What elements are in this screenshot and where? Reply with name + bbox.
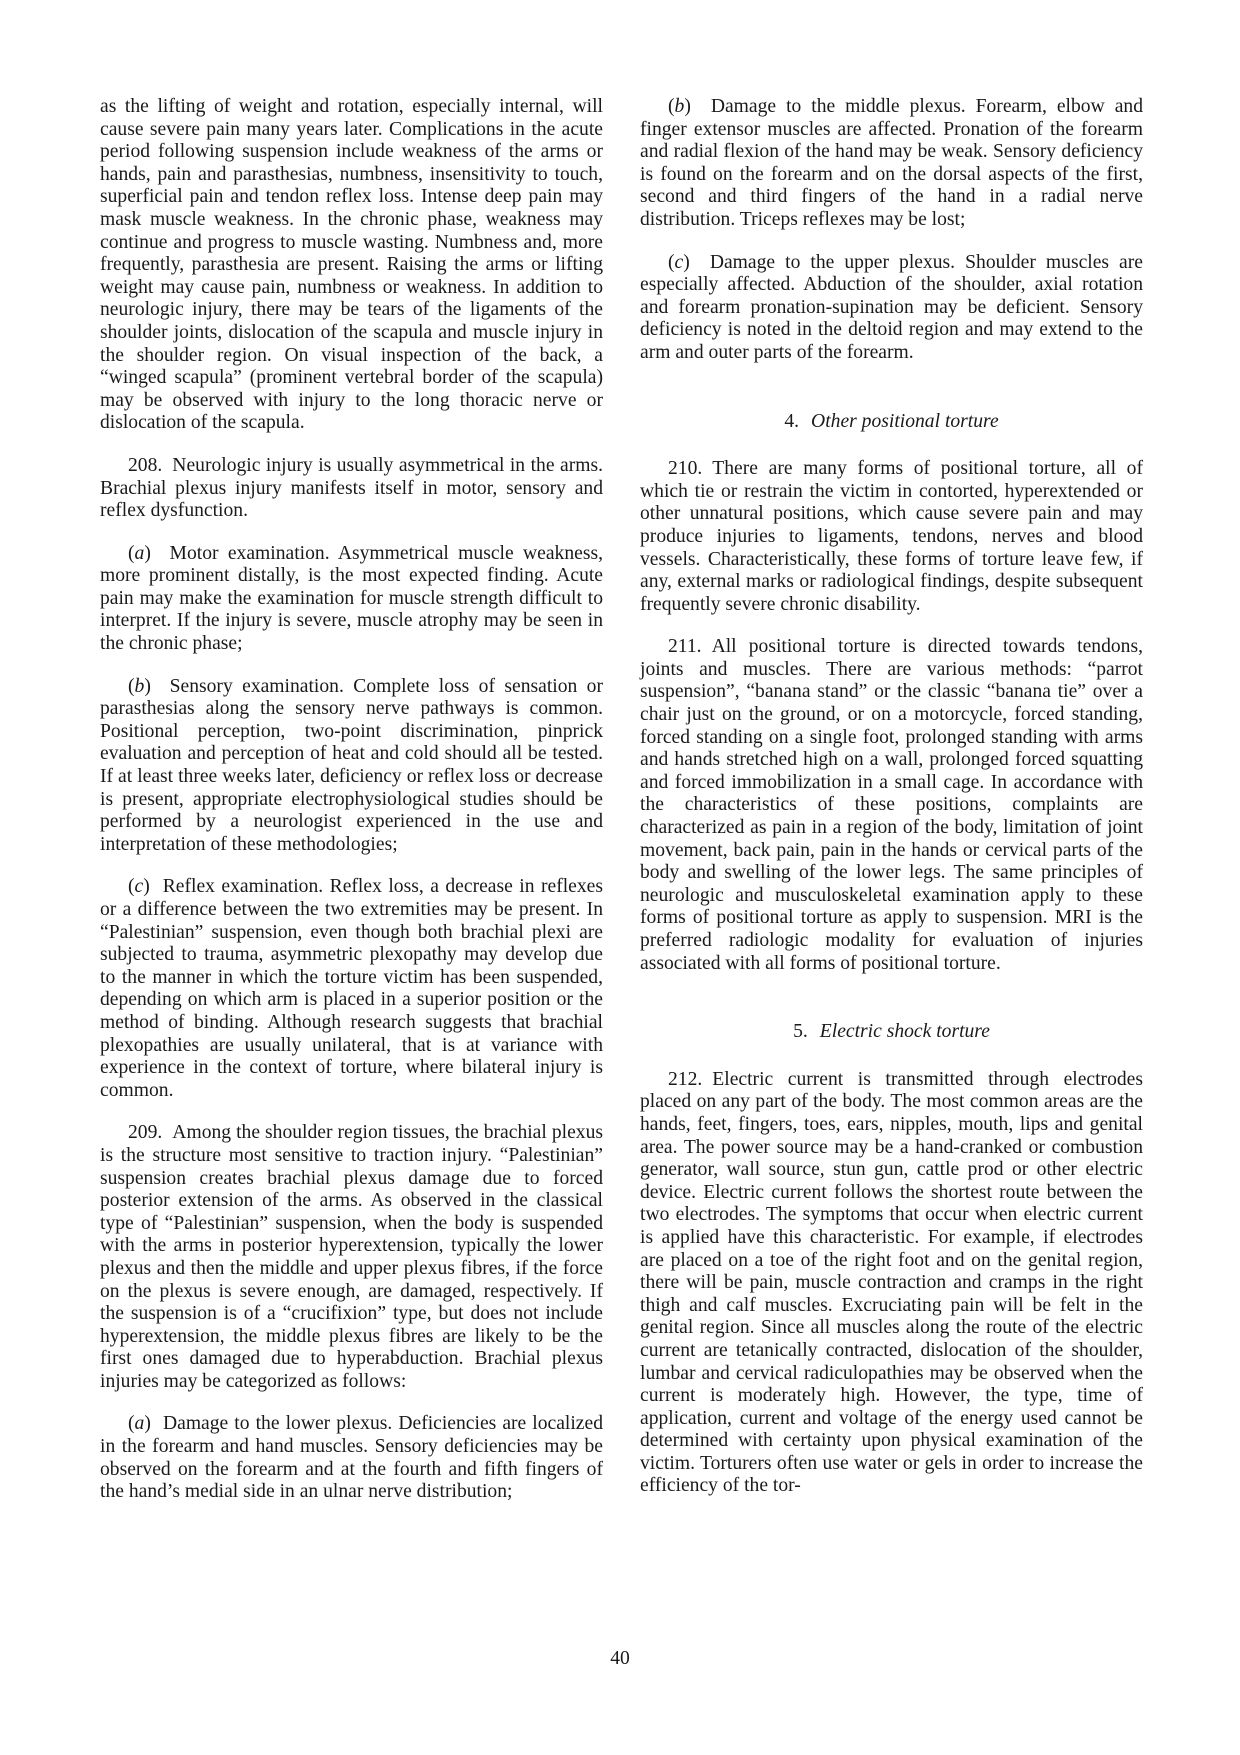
heading-title: Electric shock torture <box>819 1021 990 1043</box>
list-item-208c: (c) Reflex examination. Reflex loss, a decrease in reflexes or a difference between the two extremities may be present. In “Palestinian” suspension, even though both brachial plexi are subjected to trauma, asymmetric plexopathy may develop due to the manner in which the torture victim has been suspended, depending on which arm is placed in a superior position or the method of binding. Although research suggests that brachial plexopathies are usually unilateral, that is at variance with experience in the context of torture, where bilateral injury is common. <box>100 876 603 1101</box>
list-item-209a: (a) Damage to the lower plexus. Deficiencies are localized in the forearm and hand muscles. Sensory deficiencies may be observed on the forearm and at the fourth and fifth fingers of the hand’s medial side in an ulnar nerve distribution; <box>100 1413 604 1503</box>
list-item-208b: (b) Sensory examination. Complete loss of sensation or parasthesias along the sensory nerve pathways is common. Positional perception, two-point discrimination, pinprick evaluation and perception of heat and cold should all be tested. If at least three weeks later, deficiency or reflex loss or decrease is present, appropriate electrophysiological studies should be performed by a neurologist experienced in the use and interpretation of these methodologies; <box>100 675 603 855</box>
item-letter: b <box>674 96 685 117</box>
paragraph-212 <box>640 1069 1143 1498</box>
item-letter: c <box>134 876 144 898</box>
heading-number: 5. <box>793 1021 808 1043</box>
section-heading-5 <box>640 1021 1143 1044</box>
paragraph-number: 208. <box>128 454 163 476</box>
paragraph-text: Electric current is transmitted through electrodes placed on any part of the body. The most common areas are the hands, feet, fingers, toes, ears, nipples, mouth, lips and genital area. The power source may be a hand-cranked or combustion generator, wall source, stun gun, cattle prod or other electric device. Electric current follows the shortest route between the two electrodes. The symptoms that occur when electric current is applied have this characteristic. For example, if electrodes are placed on a toe of the right foot and on the genital region, there will be pain, muscle contraction and cramps in the right thigh and calf muscles. Excruciating pain will be felt in the genital region. Since all muscles along the route of the electric current are tetanically contracted, dislocation of the shoulder, lumbar and cervical radiculopathies may be observed when the current is moderately high. However, the type, time of application, current and voltage of the energy used cannot be determined with certainty upon physical examination of the victim. Torturers often use water or gels in order to increase the efficiency of the tor- <box>640 1068 1143 1497</box>
right-column <box>640 96 1143 1518</box>
list-item-209b: (b) Damage to the middle plexus. Forearm, elbow and finger extensor muscles are affected. Pronation of the forearm and radial flexion of the hand may be weak. Sensory deficiency is found on the forearm and on the dorsal aspects of the first, second and third fingers of the hand in a radial nerve distribution. Triceps reflexes may be lost; <box>640 96 1144 230</box>
item-letter: a <box>134 1413 145 1435</box>
paragraph-continuation: as the lifting of weight and rotation, especially internal, will cause severe pain many years later. Complications in the acute period following suspension include weakness of the arms or hands, pain and parasthesias, numbness, insensitivity to touch, superficial pain and tendon reflex loss. Intense deep pain may mask muscle weakness. In the chronic phase, weakness may continue and progress to muscle wasting. Numbness and, more frequently, parasthesia are present. Raising the arms or lifting weight may cause pain, numbness or weakness. In addition to neurologic injury, there may be tears of the ligaments of the shoulder joints, dislocation of the scapula and muscle injury in the shoulder region. On visual inspection of the back, a “winged scapula” (prominent vertebral border of the scapula) may be observed with injury to the long thoracic nerve or dislocation of the scapula. <box>100 96 603 434</box>
paragraph-text: Neurologic injury is usually asymmetrical in the arms. Brachial plexus injury manifests itself in motor, sensory and reflex dysfunction. <box>100 454 603 522</box>
paragraph-text: Among the shoulder region tissues, the brachial plexus is the structure most sensitive to traction injury. “Palestinian” suspension creates brachial plexus damage due to forced posterior extension of the arms. As observed in the classical type of “Palestinian” suspension, when the body is suspended with the arms in posterior hyperextension, typically the lower plexus and then the middle and upper plexus fibres, if the force on the plexus is severe enough, are damaged, respectively. If the suspension is of a “crucifixion” type, but does not include hyperextension, the middle plexus fibres are likely to be the first ones damaged due to hyperabduction. Brachial plexus injuries may be categorized as follows: <box>100 1122 603 1392</box>
item-letter: c <box>674 251 684 273</box>
list-item-208a: (a) Motor examination. Asymmetrical muscle weakness, more prominent distally, is the most expected finding. Acute pain may make the examination for muscle strength difficult to interpret. If the injury is severe, muscle atrophy may be seen in the chronic phase; <box>100 542 603 655</box>
section-heading-4 <box>640 411 1143 434</box>
item-text: Motor examination. Asymmetrical muscle weakness, more prominent distally, is the most expected finding. Acute pain may make the examination for muscle strength difficult to interpret. If the injury is severe, muscle atrophy may be seen in the chronic phase; <box>100 542 603 655</box>
paragraph-211 <box>640 636 1143 975</box>
paragraph-number: 212. <box>668 1068 703 1090</box>
paragraph-number: 211. <box>668 636 702 658</box>
item-text: Damage to the lower plexus. Deficiencies are localized in the forearm and hand muscles. Sensory deficiencies may be observed on the forearm and at the fourth and fifth fingers of the hand’s medial side in an ulnar nerve distribution; <box>100 1413 604 1503</box>
list-item-209c: (c) Damage to the upper plexus. Shoulder muscles are especially affected. Abduction of the shoulder, axial rotation and forearm pronation-supination may be deficient. Sensory deficiency is noted in the deltoid region and may extend to the arm and outer parts of the forearm. <box>640 251 1143 363</box>
paragraph-text: All positional torture is directed towards tendons, joints and muscles. There are various methods: “parrot suspension”, “banana stand” or the classic “banana tie” over a chair just on the ground, or on a motorcycle, forced standing, forced standing on a single foot, prolonged standing with arms and hands stretched high on a wall, prolonged forced squatting and forced immobilization in a small cage. In accordance with the characteristics of these positions, complaints are characterized as pain in a region of the body, limitation of joint movement, back pain, pain in the hands or cervical parts of the body and swelling of the lower legs. The same principles of neurologic and musculoskeletal examination apply to these forms of positional torture as apply to suspension. MRI is the preferred radiologic modality for evaluation of injuries associated with all forms of positional torture. <box>640 636 1143 974</box>
heading-number: 4. <box>784 410 800 432</box>
item-text: Reflex examination. Reflex loss, a decrease in reflexes or a difference between the two extremities may be present. In “Palestinian” suspension, even though both brachial plexi are subjected to trauma, asymmetric plexopathy may develop due to the manner in which the torture victim has been suspended, depending on which arm is placed in a superior position or the method of binding. Although research suggests that brachial plexopathies are usually unilateral, that is at variance with experience in the context of torture, where bilateral injury is common. <box>100 876 603 1101</box>
paragraph-text: There are many forms of positional torture, all of which tie or restrain the victim in contorted, hyperextended or other unnatural positions, which cause severe pain and may produce injuries to ligaments, tendons, nerves and blood vessels. Characteristically, these forms of torture leave few, if any, external marks or radiological findings, despite subsequent frequently severe chronic disability. <box>640 458 1143 615</box>
left-column <box>100 96 603 1524</box>
item-text: Damage to the upper plexus. Shoulder muscles are especially affected. Abduction of the shoulder, axial rotation and forearm pronation-supination may be deficient. Sensory deficiency is noted in the deltoid region and may extend to the arm and outer parts of the forearm. <box>640 251 1143 363</box>
page-number: 40 <box>610 1648 630 1669</box>
item-text: Sensory examination. Complete loss of sensation or parasthesias along the sensory nerve pathways is common. Positional perception, two-point discrimination, pinprick evaluation and perception of heat and cold should all be tested. If at least three weeks later, deficiency or reflex loss or decrease is present, appropriate electrophysiological studies should be performed by a neurologist experienced in the use and interpretation of these methodologies; <box>100 675 603 855</box>
heading-title: Other positional torture <box>811 410 999 432</box>
paragraph-number: 210. <box>668 458 703 480</box>
item-letter: a <box>134 542 145 564</box>
paragraph-210 <box>640 458 1143 616</box>
paragraph-number: 209. <box>128 1122 163 1144</box>
item-letter: b <box>134 675 145 697</box>
paragraph-209 <box>100 1122 603 1393</box>
item-text: Damage to the middle plexus. Forearm, elbow and finger extensor muscles are affected. Pronation of the forearm and radial flexion of the hand may be weak. Sensory deficiency is found on the forearm and on the dorsal aspects of the first, second and third fingers of the hand in a radial nerve distribution. Triceps reflexes may be lost; <box>640 96 1144 230</box>
paragraph-208 <box>100 455 603 523</box>
